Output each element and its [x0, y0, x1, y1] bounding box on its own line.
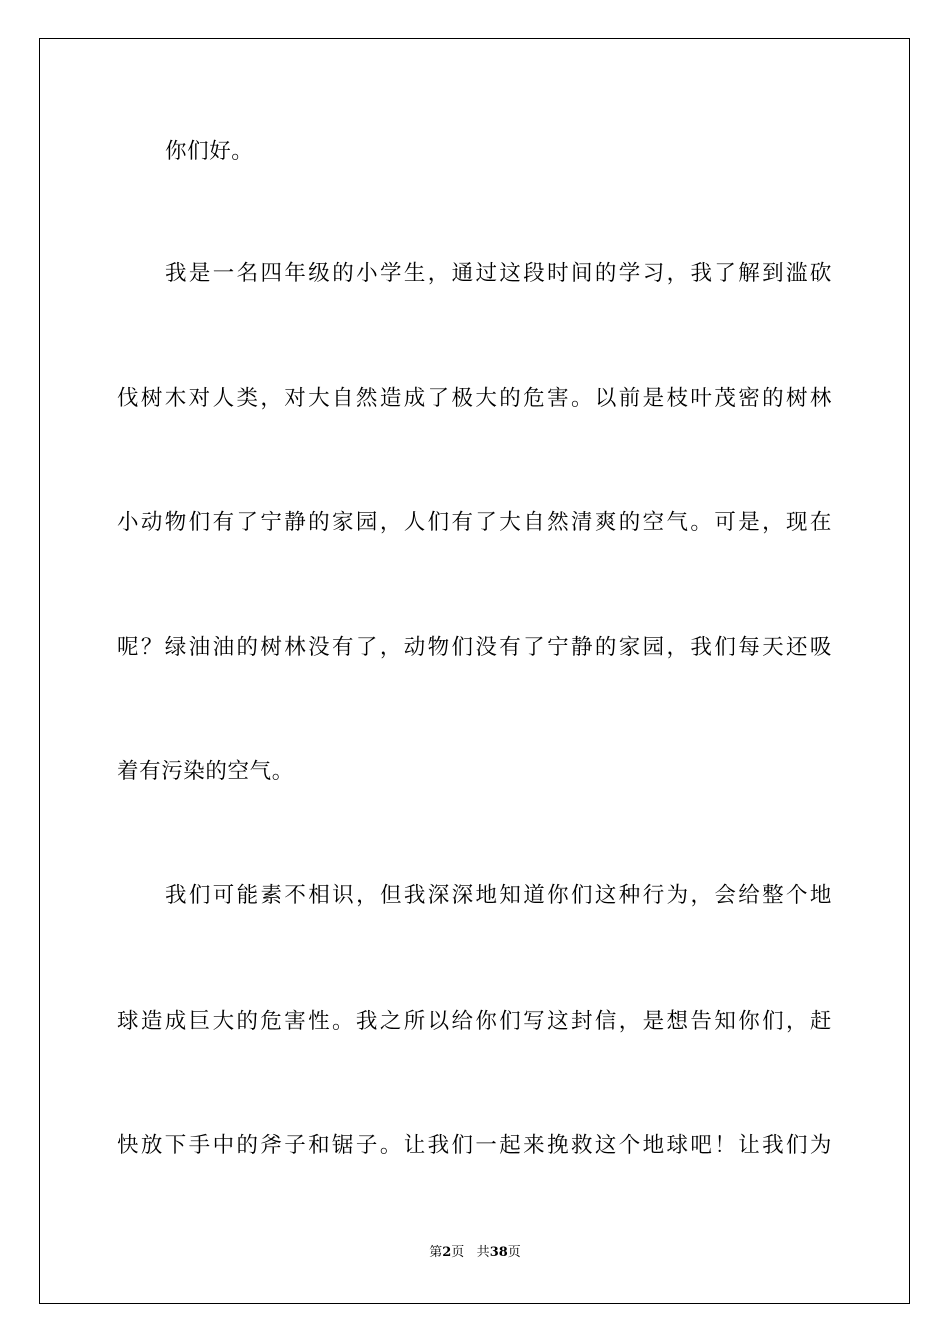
paragraph-line: 球造成巨大的危害性。我之所以给你们写这封信，是想告知你们，赶: [117, 1009, 832, 1034]
paragraph-line: 你们好。: [165, 139, 254, 164]
paragraph-line: 我是一名四年级的小学生，通过这段时间的学习，我了解到滥砍: [165, 261, 832, 286]
total-pages: 38: [489, 1245, 508, 1260]
total-suffix: 页: [507, 1245, 521, 1260]
paragraph-line: 快放下手中的斧子和锯子。让我们一起来挽救这个地球吧！让我们为: [117, 1133, 832, 1158]
page-number: 2: [442, 1245, 452, 1260]
paragraph-line: 小动物们有了宁静的家园，人们有了大自然清爽的空气。可是，现在: [117, 510, 832, 535]
page-footer: [0, 1244, 950, 1262]
paragraph-line: 着有污染的空气。: [117, 759, 294, 784]
page-border: [39, 38, 910, 1304]
page-suffix: 页: [451, 1245, 465, 1260]
total-prefix: 共: [476, 1245, 490, 1260]
paragraph-line: 我们可能素不相识，但我深深地知道你们这种行为，会给整个地: [165, 883, 832, 908]
paragraph-line: 伐树木对人类，对大自然造成了极大的危害。以前是枝叶茂密的树林: [117, 386, 832, 411]
paragraph-line: 呢？绿油油的树林没有了，动物们没有了宁静的家园，我们每天还吸: [117, 635, 832, 660]
page-prefix: 第: [429, 1245, 443, 1260]
